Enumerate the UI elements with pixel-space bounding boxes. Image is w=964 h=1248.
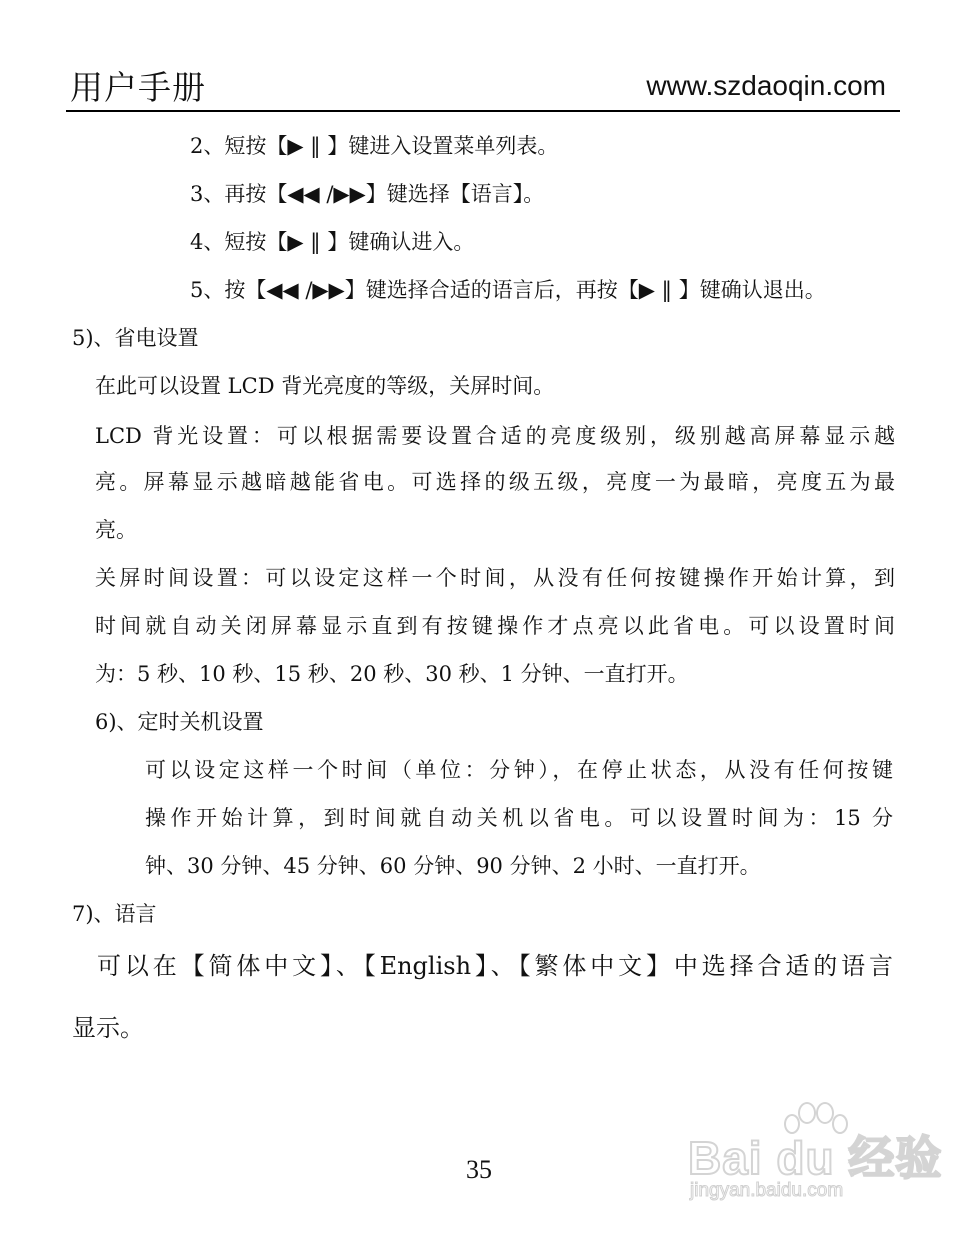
section-7-heading: 7)、语言	[72, 902, 157, 926]
watermark-domain: jingyan.baidu.com	[690, 1180, 844, 1201]
header-url: www.szdaoqin.com	[646, 70, 886, 101]
page-number: 35	[466, 1155, 492, 1184]
auto-off-line-2: 操作开始计算，到时间就自动关机以省电。可以设置时间为：15 分	[145, 806, 893, 830]
step-5: 5、按【◀◀ /▶▶】键选择合适的语言后，再按【▶ ‖ 】键确认退出。	[190, 278, 826, 302]
auto-off-line-1: 可以设定这样一个时间（单位：分钟），在停止状态，从没有任何按键	[145, 758, 893, 782]
screen-off-line-2: 时间就自动关闭屏幕显示直到有按键操作才点亮以此省电。可以设置时间	[95, 614, 895, 638]
lcd-backlight-line-1: LCD 背光设置：可以根据需要设置合适的亮度级别，级别越高屏幕显示越	[95, 424, 895, 448]
step-2: 2、短按【▶ ‖ 】键进入设置菜单列表。	[190, 134, 559, 158]
language-line-1: 可以在【简体中文】、【English】、【繁体中文】中选择合适的语言	[97, 952, 893, 980]
section-5-heading: 5)、省电设置	[72, 326, 199, 350]
screen-off-line-1: 关屏时间设置：可以设定这样一个时间，从没有任何按键操作开始计算，到	[95, 566, 895, 590]
lcd-backlight-line-2: 亮。屏幕显示越暗越能省电。可选择的级五级，亮度一为最暗，亮度五为最	[95, 470, 895, 494]
header-title: 用户手册	[70, 68, 206, 107]
baidu-watermark	[688, 1100, 943, 1210]
language-line-2: 显示。	[72, 1014, 144, 1042]
step-3: 3、再按【◀◀ /▶▶】键选择【语言】。	[190, 182, 545, 206]
screen-off-line-3: 为：5 秒、10 秒、15 秒、20 秒、30 秒、1 分钟、一直打开。	[95, 662, 689, 686]
header-divider	[66, 110, 900, 112]
auto-off-line-3: 钟、30 分钟、45 分钟、60 分钟、90 分钟、2 小时、一直打开。	[145, 854, 761, 878]
step-4: 4、短按【▶ ‖ 】键确认进入。	[190, 230, 475, 254]
watermark-logo: Bai du 经验	[688, 1132, 943, 1184]
section-6-heading: 6)、定时关机设置	[95, 710, 264, 734]
lcd-backlight-line-3: 亮。	[95, 518, 137, 542]
section-5-intro: 在此可以设置 LCD 背光亮度的等级，关屏时间。	[95, 374, 555, 398]
